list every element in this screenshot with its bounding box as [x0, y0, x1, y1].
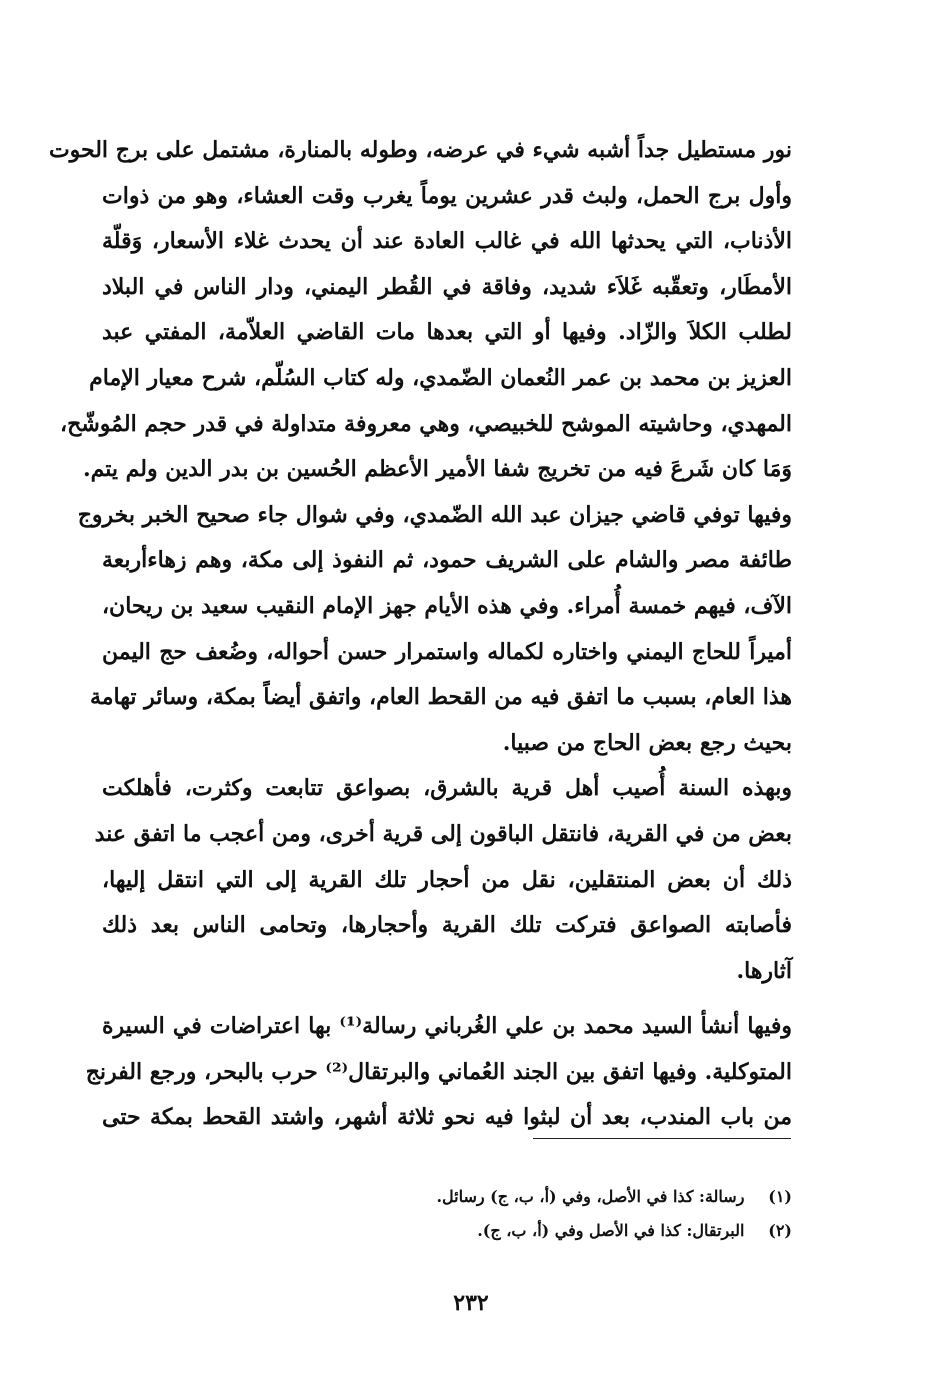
paragraph-gap: [102, 994, 792, 1004]
text-line: ذلك أن بعض المنتقلين، نقل من أحجار تلك القرية إلى التي انتقل إليها،: [102, 866, 792, 893]
text-line: وَمَا كان شَرعَ فيه من تخريج شفا الأمير الأعظم الحُسين بن بدر الدين ولم يتم.: [82, 456, 792, 483]
text-line: لطلب الكلاَ والزّاد. وفيها أو التي بعدها مات القاضي العلاّمة، المفتي عبد: [102, 319, 792, 346]
text-line: الأمطَار، وتعقّبه غَلاَء شديد، وفاقة في القُطر اليمني، ودار الناس في البلاد: [102, 273, 792, 300]
text-line: وفيها أنشأ السيد محمد بن علي الغُرباني رسالة⁽¹⁾ بها اعتراضات في السيرة: [102, 1013, 792, 1040]
text-line: بعض من في القرية، فانتقل الباقون إلى قرية أخرى، ومن أعجب ما اتفق عند: [94, 820, 792, 847]
footnote-text: رسالة: كذا في الأصل، وفي (أ، ب، ج) رسائل.: [436, 1187, 745, 1206]
text-line: المهدي، وحاشيته الموشح للخبيصي، وهي معروفة متداولة في قدر حجم المُوشّح،: [60, 410, 792, 437]
text-line: بحيث رجع بعض الحاج من صبيا.: [502, 729, 792, 756]
text-line: وفيها توفي قاضي جيزان عبد الله الضّمدي، وفي شوال جاء صحيح الخبر بخروج: [77, 501, 792, 528]
text-line: المتوكلية. وفيها اتفق بين الجند العُماني والبرتقال⁽²⁾ حرب بالبحر، ورجع الفرنج: [85, 1058, 792, 1085]
footnote: [292, 1214, 792, 1248]
footnote-number: (١): [768, 1187, 792, 1206]
text-line: أميراً للحاج اليمني واختاره لكماله واستمرار حسن أحواله، وضُعف حج اليمن: [102, 638, 792, 665]
footnote: [292, 1180, 792, 1214]
page-number: ٢٣٢: [453, 1290, 489, 1316]
text-line: طائفة مصر والشام على الشريف حمود، ثم النفوذ إلى مكة، وهم زهاءأربعة: [102, 547, 792, 574]
text-line: هذا العام، بسبب ما اتفق فيه من القحط العام، واتفق أيضاً بمكة، وسائر تهامة: [89, 684, 792, 711]
text-line: نور مستطيل جداً أشبه شيء في عرضه، وطوله بالمنارة، مشتمل على برج الحوت: [48, 137, 792, 163]
text-line: وبهذه السنة أُصيب أهل قرية بالشرق، بصواعق تتابعت وكثرت، فأهلكت: [102, 775, 792, 802]
text-line: من باب المندب، بعد أن لبثوا فيه نحو ثلاثة أشهر، واشتد القحط بمكة حتى: [102, 1104, 792, 1131]
footnotes: [292, 1180, 792, 1248]
text-line: الأذناب، التي يحدثها الله في غالب العادة عند أن يحدث غلاء الأسعار، وَقلّة: [102, 228, 792, 255]
footnote-number: (٢): [768, 1221, 792, 1240]
text-line: آثارها.: [736, 957, 792, 984]
footnote-separator: [533, 1138, 791, 1139]
text-line: العزيز بن محمد بن عمر النُعمان الضّمدي، وله كتاب السُلّم، شرح معيار الإمام: [89, 364, 792, 391]
footnote-text: البرتقال: كذا في الأصل وفي (أ، ب، ج).: [477, 1221, 745, 1240]
text-line: وأول برج الحمل، ولبث قدر عشرين يوماً يغرب وقت العشاء، وهو من ذوات: [102, 182, 792, 209]
text-line: فأصابته الصواعق فتركت تلك القرية وأحجارها، وتحامى الناس بعد ذلك: [102, 912, 792, 939]
main-text: [48, 128, 792, 1141]
text-line: الآف، فيهم خمسة أُمراء. وفي هذه الأيام جهز الإمام النقيب سعيد بن ريحان،: [101, 592, 792, 619]
